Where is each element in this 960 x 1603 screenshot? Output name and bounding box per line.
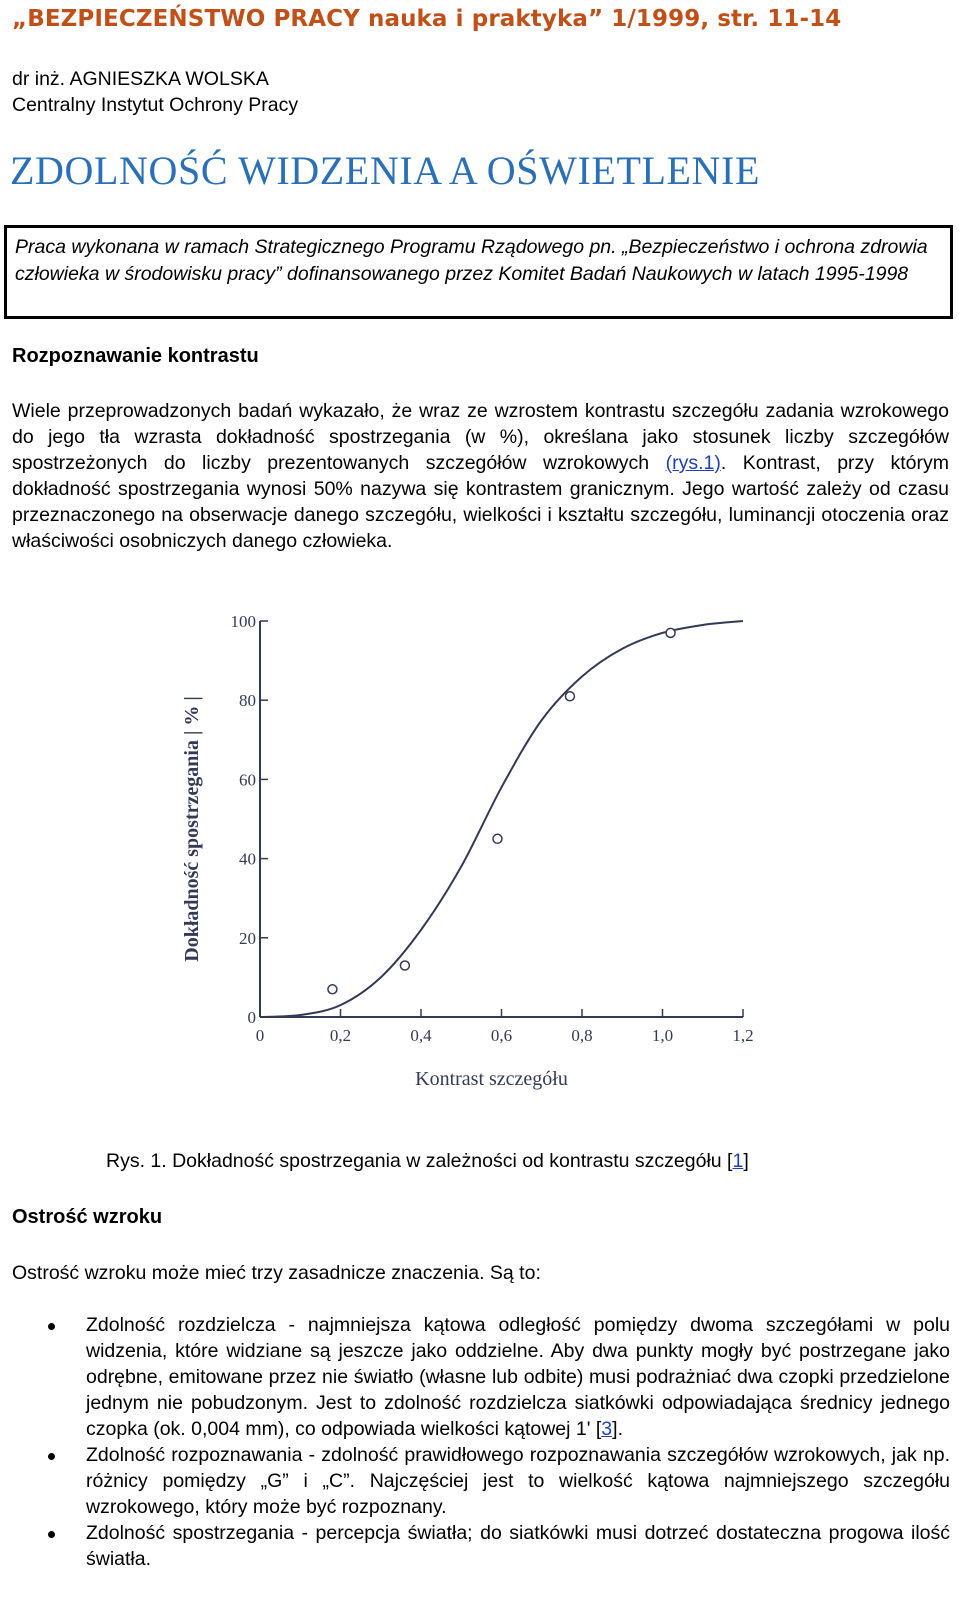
accuracy-curve <box>260 621 743 1017</box>
data-point <box>565 692 574 701</box>
bullet-icon <box>48 1323 55 1330</box>
funding-note-box <box>4 225 953 319</box>
list-item-text: Zdolność spostrzegania - percepcja światła; do siatkówki musi dotrzeć dostateczna progowa ilość światła. <box>86 1522 950 1570</box>
y-tick-label: 80 <box>239 691 256 711</box>
author-institute: Centralny Instytut Ochrony Pracy <box>12 94 299 116</box>
x-tick-label: 0,2 <box>329 1026 352 1045</box>
list-item-reference-link[interactable]: 3 <box>601 1418 613 1440</box>
article-title: ZDOLNOŚĆ WIDZENIA A OŚWIETLENIE <box>10 148 760 193</box>
x-tick-label: 0,6 <box>490 1026 513 1045</box>
acuity-list <box>0 1312 950 1572</box>
section-heading-contrast: Rozpoznawanie kontrastu <box>12 345 259 367</box>
caption-text: Rys. 1. Dokładność spostrzegania w zależności od kontrastu szczegółu [ <box>106 1150 733 1172</box>
data-point <box>493 834 502 843</box>
data-point <box>328 985 337 994</box>
author-name: dr inż. AGNIESZKA WOLSKA <box>12 68 269 90</box>
y-tick-label: 20 <box>239 928 256 948</box>
y-axis-label: Dokładność spostrzegania | % | <box>181 696 203 962</box>
x-tick-label: 0,8 <box>571 1026 593 1045</box>
list-item-text-end: ]. <box>612 1418 623 1440</box>
x-tick-label: 0,4 <box>410 1026 432 1045</box>
bullet-icon <box>48 1453 55 1460</box>
funding-note-text: Praca wykonana w ramach Strategicznego Programu Rządowego pn. „Bezpieczeństwo i ochrona zdrowia człowieka w środowisku pracy” dofinansowanego przez Komitet Badań Naukowych w latach 1995-1998 <box>15 236 928 285</box>
journal-header: „BEZPIECZEŃSTWO PRACY nauka i praktyka” 1/1999, str. 11-14 <box>12 6 842 32</box>
list-item <box>0 1312 950 1442</box>
list-item-text: Zdolność rozpoznawania - zdolność prawidłowego rozpoznawania szczegółów wzrokowych, jak np. różnicy pomiędzy „G” i „C”. Najczęściej jest to wielkość kątowa najmniejszego szczegółu wzrokowego, który może być rozpoznany. <box>86 1444 950 1518</box>
x-tick-label: 0 <box>255 1026 265 1045</box>
x-tick-label: 1,0 <box>651 1026 674 1045</box>
list-item-text: Zdolność rozdzielcza - najmniejsza kątowa odległość pomiędzy dwoma szczegółami w polu widzenia, które widziane są jeszcze jako oddzielne. Aby dwa punkty mogły być postrzegane jako odrębne, emitowane przez nie światło (własne lub odbite) musi podrażniać dwa czopki przedzielone jednym nie pobudzonym. Jest to zdolność rozdzielcza siatkówki odpowiadająca średnicy jednego czopka (ok. 0,004 mm), co odpowiada wielkości kątowej 1' [ <box>86 1314 950 1440</box>
data-point <box>666 628 675 637</box>
acuity-intro: Ostrość wzroku może mieć trzy zasadnicze znaczenia. Są to: <box>12 1262 541 1284</box>
y-tick-label: 40 <box>239 849 256 869</box>
paragraph-contrast <box>12 398 949 554</box>
x-tick-label: 1,2 <box>732 1026 754 1045</box>
x-axis-label: Kontrast szczegółu <box>415 1068 568 1090</box>
list-item <box>0 1442 950 1520</box>
paragraph-contrast-part2: . Kontrast, przy którym dokładność spostrzegania wynosi 50% nazywa się kontrastem granicznym. Jego wartość zależy od czasu przeznaczonego na obserwacje danego szczegółu, wielkości i kształtu szczegółu, luminancji otoczenia oraz właściwości osobniczych danego człowieka. <box>12 452 949 552</box>
figure-1 <box>160 615 800 1115</box>
data-point <box>400 961 409 970</box>
list-item <box>0 1520 950 1572</box>
y-tick-label: 0 <box>247 1008 256 1027</box>
paragraph-contrast-part1: Wiele przeprowadzonych badań wykazało, że wraz ze wzrostem kontrastu szczegółu zadania wzrokowego do jego tła wzrasta dokładność spostrzegania (w %), określana jako stosunek liczby szczegółów spostrzeżonych do liczby prezentowanych szczegółów wzrokowych <box>12 400 949 474</box>
caption-reference-link[interactable]: 1 <box>732 1150 744 1172</box>
author-block <box>12 66 298 118</box>
figure-link[interactable]: (rys.1) <box>665 452 721 474</box>
contrast-accuracy-chart <box>160 615 800 1115</box>
bullet-icon <box>48 1531 55 1538</box>
y-tick-label: 60 <box>239 770 256 790</box>
section-heading-acuity: Ostrość wzroku <box>12 1206 163 1228</box>
y-tick-label: 100 <box>230 615 256 631</box>
figure-caption <box>106 1150 749 1173</box>
caption-end: ] <box>743 1150 749 1172</box>
